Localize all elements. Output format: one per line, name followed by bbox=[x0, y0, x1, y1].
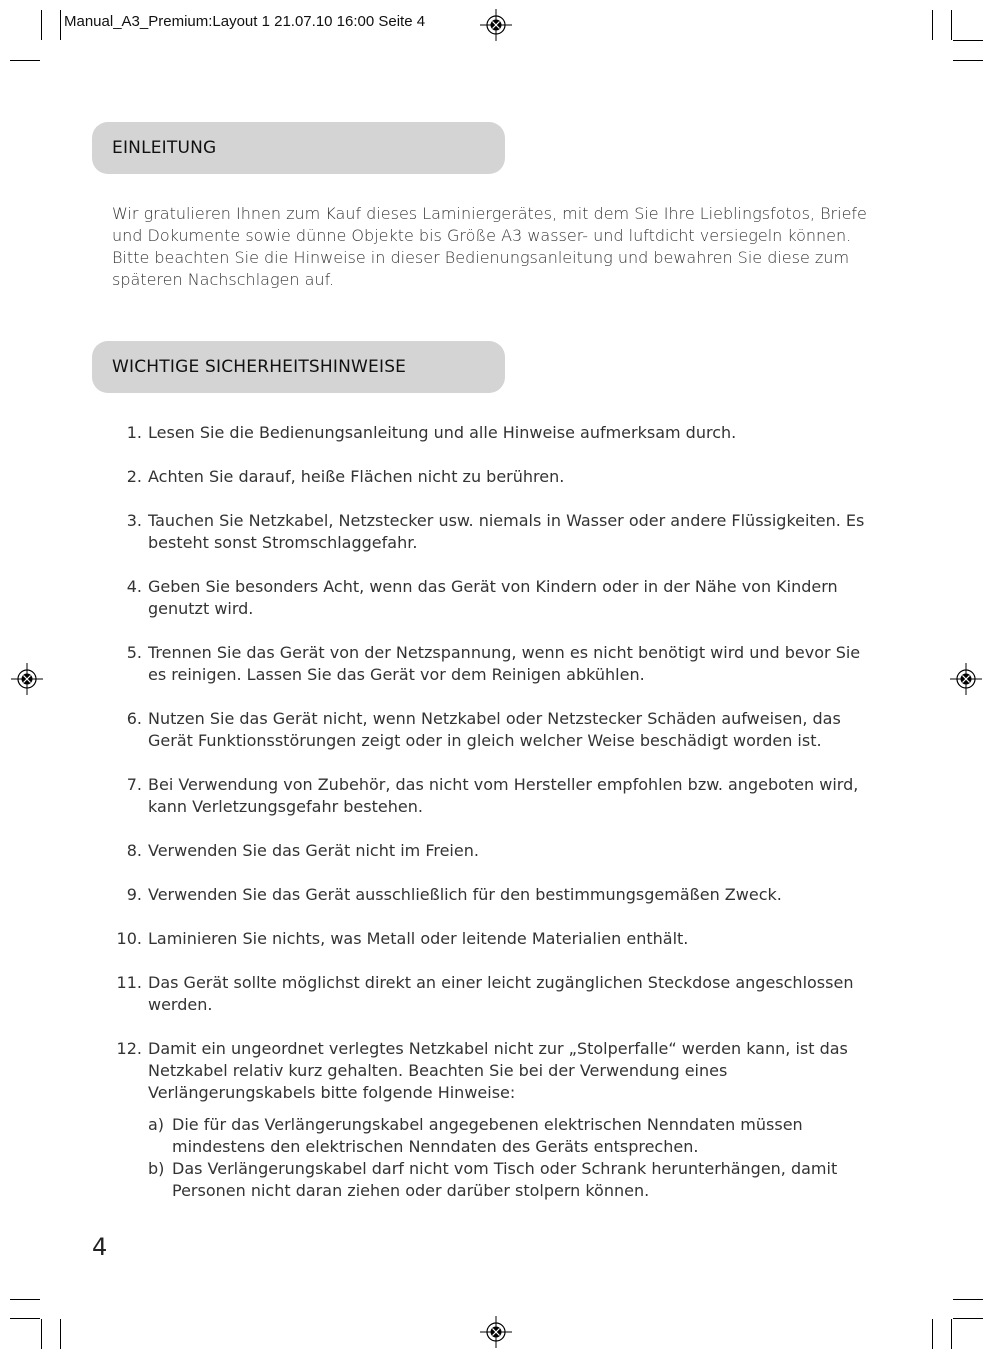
sub-list-item bbox=[148, 1114, 882, 1158]
list-item-number: 12. bbox=[116, 1039, 142, 1058]
list-item bbox=[112, 774, 882, 818]
crop-mark-top-right-h bbox=[953, 60, 983, 61]
safety-list bbox=[112, 422, 882, 1224]
crop-mark-top-left-v bbox=[41, 10, 42, 40]
list-item-text: Das Gerät sollte möglichst direkt an einer leicht zugänglichen Steckdose angeschlossen werden. bbox=[148, 973, 854, 1014]
list-item bbox=[112, 466, 882, 488]
sub-list-letter: b) bbox=[148, 1159, 165, 1178]
list-item bbox=[112, 576, 882, 620]
list-item bbox=[112, 840, 882, 862]
crop-mark-bottom-right-v bbox=[932, 1319, 933, 1349]
list-item bbox=[112, 708, 882, 752]
sub-list-letter: a) bbox=[148, 1115, 165, 1134]
list-item-text: Verwenden Sie das Gerät nicht im Freien. bbox=[148, 841, 479, 860]
sub-list bbox=[148, 1114, 882, 1202]
list-item-number: 9. bbox=[126, 885, 142, 904]
list-item-number: 10. bbox=[116, 929, 142, 948]
registration-mark-right-icon bbox=[950, 663, 982, 695]
crop-mark-bottom-right-h bbox=[953, 1299, 983, 1300]
list-item-number: 8. bbox=[126, 841, 142, 860]
sub-list-text: Die für das Verlängerungskabel angegebenen elektrischen Nenndaten müssen mindestens den elektrischen Nenndaten des Geräts entsprechen. bbox=[172, 1115, 803, 1156]
list-item-text: Achten Sie darauf, heiße Flächen nicht zu berühren. bbox=[148, 467, 565, 486]
registration-mark-top-icon bbox=[480, 9, 512, 41]
crop-mark-bottom-right-v2 bbox=[951, 1319, 952, 1349]
printer-slug: Manual_A3_Premium:Layout 1 21.07.10 16:00 Seite 4 bbox=[64, 13, 426, 30]
crop-mark-top-left-v2 bbox=[60, 10, 61, 40]
registration-mark-bottom-icon bbox=[480, 1316, 512, 1348]
list-item-text: Geben Sie besonders Acht, wenn das Gerät von Kindern oder in der Nähe von Kindern genutzt wird. bbox=[148, 577, 838, 618]
crop-mark-bottom-right-h2 bbox=[953, 1318, 983, 1319]
list-item bbox=[112, 422, 882, 444]
crop-mark-top-left-h bbox=[10, 60, 40, 61]
crop-mark-bottom-left-h bbox=[10, 1299, 40, 1300]
list-item bbox=[112, 642, 882, 686]
list-item-text: Damit ein ungeordnet verlegtes Netzkabel nicht zur „Stolperfalle“ werden kann, ist das Netzkabel relativ kurz gehalten. Beachten Sie bei der Verwendung eines Verlängerungskabels bitte folgende Hinweise: bbox=[148, 1039, 848, 1102]
list-item-number: 4. bbox=[126, 577, 142, 596]
list-item-text: Bei Verwendung von Zubehör, das nicht vom Hersteller empfohlen bzw. angeboten wird, kann Verletzungsgefahr bestehen. bbox=[148, 775, 859, 816]
sub-list-text: Das Verlängerungskabel darf nicht vom Tisch oder Schrank herunterhängen, damit Personen nicht daran ziehen oder darüber stolpern können. bbox=[172, 1159, 838, 1200]
crop-mark-bottom-left-h2 bbox=[10, 1318, 40, 1319]
list-item-text: Tauchen Sie Netzkabel, Netzstecker usw. niemals in Wasser oder andere Flüssigkeiten. Es besteht sonst Stromschlaggefahr. bbox=[148, 511, 865, 552]
safety-heading-bar bbox=[92, 341, 505, 393]
list-item-text: Verwenden Sie das Gerät ausschließlich für den bestimmungsgemäßen Zweck. bbox=[148, 885, 782, 904]
list-item-number: 6. bbox=[126, 709, 142, 728]
list-item-number: 3. bbox=[126, 511, 142, 530]
intro-paragraph: Wir gratulieren Ihnen zum Kauf dieses Laminiergerätes, mit dem Sie Ihre Lieblingsfotos, Briefe und Dokumente sowie dünne Objekte bis Größe A3 wasser- und luftdicht versiegeln können. Bitte beachten Sie die Hinweise in dieser Bedienungsanleitung und bewahren Sie diese zum späteren Nachschlagen auf. bbox=[112, 204, 867, 289]
list-item bbox=[112, 510, 882, 554]
list-item-number: 5. bbox=[126, 643, 142, 662]
list-item-number: 2. bbox=[126, 467, 142, 486]
safety-heading: WICHTIGE SICHERHEITSHINWEISE bbox=[112, 357, 407, 377]
list-item-text: Trennen Sie das Gerät von der Netzspannung, wenn es nicht benötigt wird und bevor Sie es reinigen. Lassen Sie das Gerät vor dem Reinigen abkühlen. bbox=[148, 643, 861, 684]
crop-mark-top-right-v bbox=[932, 10, 933, 40]
crop-mark-top-right-h2 bbox=[953, 40, 983, 41]
page-number: 4 bbox=[92, 1233, 108, 1261]
list-item-number: 11. bbox=[116, 973, 142, 992]
list-item bbox=[112, 928, 882, 950]
list-item bbox=[112, 1038, 882, 1202]
crop-mark-bottom-left-v2 bbox=[60, 1319, 61, 1349]
sub-list-item bbox=[148, 1158, 882, 1202]
list-item-number: 7. bbox=[126, 775, 142, 794]
list-item-number: 1. bbox=[126, 423, 142, 442]
list-item bbox=[112, 884, 882, 906]
registration-mark-left-icon bbox=[11, 663, 43, 695]
list-item-text: Laminieren Sie nichts, was Metall oder leitende Materialien enthält. bbox=[148, 929, 689, 948]
intro-heading: EINLEITUNG bbox=[112, 138, 217, 158]
intro-heading-bar bbox=[92, 122, 505, 174]
list-item bbox=[112, 972, 882, 1016]
crop-mark-top-right-v2 bbox=[951, 10, 952, 40]
crop-mark-bottom-left-v bbox=[41, 1319, 42, 1349]
list-item-text: Lesen Sie die Bedienungsanleitung und alle Hinweise aufmerksam durch. bbox=[148, 423, 737, 442]
list-item-text: Nutzen Sie das Gerät nicht, wenn Netzkabel oder Netzstecker Schäden aufweisen, das Gerät Funktionsstörungen zeigt oder in gleich welcher Weise beschädigt worden ist. bbox=[148, 709, 841, 750]
